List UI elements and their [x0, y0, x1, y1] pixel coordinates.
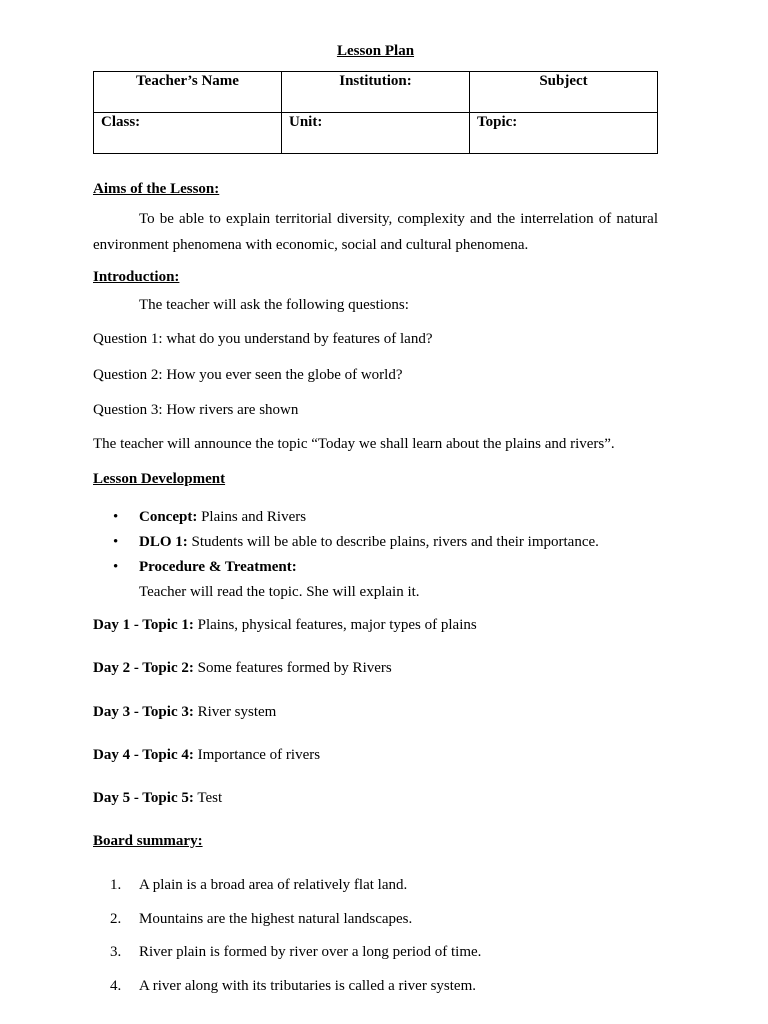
day-label: Day 2 - Topic 2:	[93, 660, 194, 676]
document-title: Lesson Plan	[336, 43, 415, 59]
bullet-label: DLO 1:	[139, 534, 188, 550]
item-text: A river along with its tributaries is called a river system.	[139, 977, 477, 994]
day-text: River system	[193, 704, 277, 720]
lesson-development-heading: Lesson Development	[93, 471, 226, 487]
item-number: 1.	[110, 877, 122, 893]
procedure-note	[93, 580, 658, 605]
question-2: Question 2: How you ever seen the globe of world?	[93, 367, 403, 383]
subject-cell: Subject	[470, 72, 658, 113]
question-1: Question 1: what do you understand by features of land?	[93, 331, 433, 347]
day-label: Day 1 - Topic 1:	[93, 617, 194, 633]
topic-announcement: The teacher will announce the topic “Today we shall learn about the plains and rivers”.	[93, 436, 615, 452]
bullet-icon: •	[113, 534, 119, 550]
day-label: Day 5 - Topic 5:	[93, 790, 194, 806]
introduction-lead: The teacher will ask the following questions:	[139, 297, 409, 313]
day-text: Importance of rivers	[193, 747, 321, 763]
list-item	[93, 505, 658, 530]
item-text: A plain is a broad area of relatively flat land.	[139, 877, 408, 893]
aims-text: To be able to explain territorial diversity, complexity and the interrelation of natural environment phenomena with economic, social and cultural phenomena.	[93, 211, 658, 253]
procedure-note-text: Teacher will read the topic. She will explain it.	[139, 584, 420, 600]
bullet-label: Procedure & Treatment:	[139, 559, 297, 575]
topic-cell: Topic:	[470, 113, 658, 154]
list-item	[93, 555, 658, 580]
list-item	[93, 976, 658, 1010]
day-3-line	[93, 704, 276, 721]
unit-cell: Unit:	[282, 113, 470, 154]
institution-cell: Institution:	[282, 72, 470, 113]
day-4-line	[93, 747, 320, 764]
list-item	[93, 942, 658, 976]
bullet-text: Students will be able to describe plains, rivers and their importance.	[187, 534, 599, 550]
day-label: Day 3 - Topic 3:	[93, 704, 194, 720]
item-number: 4.	[110, 977, 122, 994]
day-label: Day 4 - Topic 4:	[93, 747, 194, 763]
list-item	[93, 909, 658, 943]
board-summary-heading: Board summary:	[93, 833, 203, 849]
bullet-icon: •	[113, 559, 119, 575]
teachers-name-cell: Teacher’s Name	[94, 72, 282, 113]
item-number: 3.	[110, 944, 122, 960]
item-number: 2.	[110, 910, 122, 927]
bullet-text: Plains and Rivers	[197, 509, 307, 525]
board-summary-list	[93, 875, 658, 1009]
header-table	[93, 71, 658, 154]
bullet-label: Concept:	[139, 509, 198, 525]
day-text: Plains, physical features, major types of plains	[193, 617, 477, 633]
list-item	[93, 530, 658, 555]
aims-heading: Aims of the Lesson:	[93, 181, 220, 197]
day-5-line	[93, 790, 222, 807]
day-2-line	[93, 660, 392, 677]
day-text: Some features formed by Rivers	[193, 660, 392, 676]
day-text: Test	[193, 790, 223, 806]
item-text: Mountains are the highest natural landscapes.	[139, 910, 413, 927]
lesson-development-list	[93, 505, 658, 605]
class-cell: Class:	[94, 113, 282, 154]
question-3: Question 3: How rivers are shown	[93, 402, 299, 418]
list-item	[93, 875, 658, 909]
item-text: River plain is formed by river over a long period of time.	[139, 944, 482, 960]
day-1-line	[93, 617, 477, 634]
bullet-icon: •	[113, 509, 119, 525]
introduction-heading: Introduction:	[93, 269, 180, 285]
